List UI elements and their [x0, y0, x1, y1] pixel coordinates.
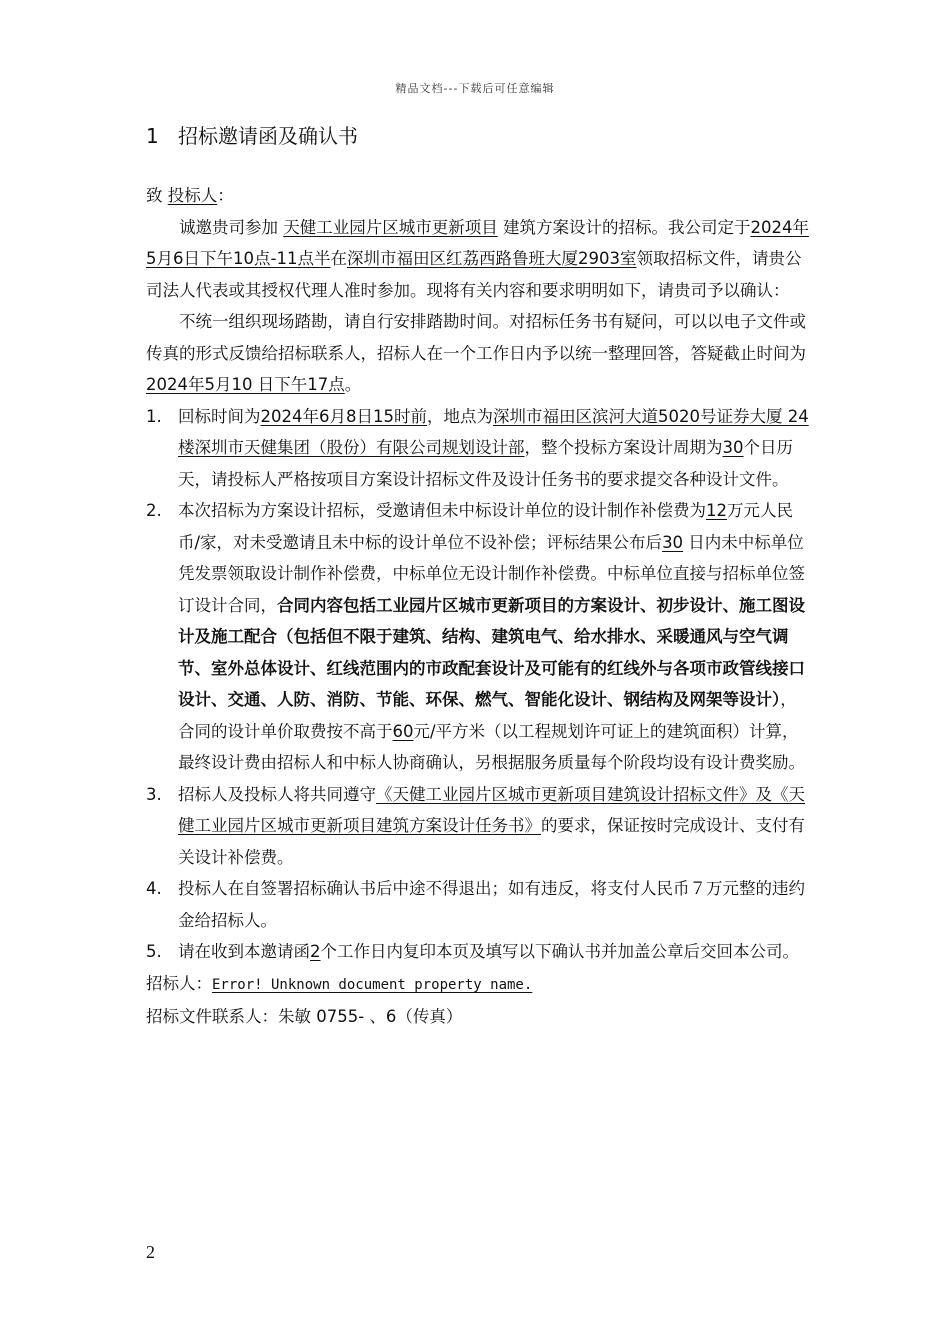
- list-item: [146, 873, 810, 936]
- salutation-recipient: 投标人: [167, 186, 218, 205]
- project-name: 天健工业园片区城市更新项目: [283, 217, 498, 237]
- list-item-text: 投标人在自签署招标确认书后中途不得退出；如有违反，将支付人民币７万元整的违约金给招标人。: [178, 879, 805, 930]
- list-item: [146, 936, 810, 968]
- list-item-text: 回标时间为: [178, 406, 261, 426]
- contact-line: 招标文件联系人：朱敏 0755- 、6（传真）: [146, 1007, 463, 1026]
- section-title: 招标邀请函及确认书: [178, 124, 358, 148]
- list-item-number: 1.: [146, 406, 162, 426]
- intro-text: 领取招标文件，请贵公司法人代表或其授权代理人准时参加。现将有关内容和要求明明如下，请贵司予以确认：: [146, 249, 802, 300]
- tenderer-line: [146, 968, 810, 1002]
- intro-paragraph: [146, 212, 810, 307]
- page-header: 精品文档---下载后可任意编辑: [395, 82, 555, 95]
- list-item: [146, 495, 810, 779]
- list-item-text: 的要求，保证按时完成设计、支付有关设计补偿费。: [178, 816, 805, 867]
- pickup-datetime: 2024年5月6日下午10点-11点半: [146, 217, 809, 268]
- qa-deadline: 2024年5月10 日下午17点: [146, 375, 345, 394]
- tenderer-label: 招标人：: [146, 973, 212, 993]
- list-item-text: 招标人及投标人将共同遵守: [178, 784, 376, 804]
- list-item-text: 日内未中标单位凭发票领取设计制作补偿费，中标单位无设计制作补偿费。中标单位直接与招标单位签订设计合同，: [178, 532, 805, 615]
- site-visit-text: 不统一组织现场踏勘，请自行安排踏勘时间。对招标任务书有疑问，可以以电子文件或传真的形式反馈给招标联系人，招标人在一个工作日内予以统一整理回答，答疑截止时间为: [146, 312, 806, 363]
- document-body: [146, 180, 810, 1033]
- site-visit-text: 。: [344, 375, 362, 394]
- list-item-number: 5.: [146, 942, 162, 961]
- tenderer-value: Error! Unknown document property name.: [212, 976, 533, 993]
- salutation-suffix: ：: [217, 186, 234, 205]
- confirmation-days: 2: [310, 942, 321, 961]
- compensation-days: 30: [662, 532, 684, 552]
- pickup-location: 深圳市福田区红荔西路鲁班大厦2903室: [346, 249, 637, 268]
- governing-documents: 《天健工业园片区城市更新项目建筑设计招标文件》及《天健工业园片区城市更新项目建筑方案设计任务书》: [178, 784, 805, 835]
- page-number: 2: [146, 1242, 155, 1262]
- list-item-text: ，地点为: [426, 406, 493, 426]
- list-item-text: ，整个投标方案设计周期为: [524, 438, 723, 457]
- list-item-text: 个日历天，请投标人严格按项目方案设计招标文件及设计任务书的要求提交各种设计文件。: [178, 438, 793, 489]
- list-item-text: 个工作日内复印本页及填写以下确认书并加盖公章后交回本公司。: [320, 942, 799, 961]
- contract-scope: 合同内容包括工业园片区城市更新项目的方案设计、初步设计、施工图设计及施工配合（包括但不限于建筑、结构、建筑电气、给水排水、采暖通风与空气调节、室外总体设计、红线范围内的市政配套设计及可能有的红线外与各项市政管线接口设计、交通、人防、消防、节能、环保、燃气、智能化设计、钢结构及网架等设计）: [178, 595, 805, 709]
- list-item-text: 元/平方米（以工程规划许可证上的建筑面积）计算，最终设计费由招标人和中标人协商确认，另根据服务质量每个阶段均设有设计费奖励。: [178, 721, 805, 772]
- salutation: [146, 180, 810, 212]
- unit-price: 60: [392, 721, 414, 741]
- return-time: 2024年6月8日15时前: [260, 406, 427, 426]
- site-visit-paragraph: [146, 306, 810, 401]
- list-item: [146, 779, 810, 874]
- section-number: 1: [146, 124, 159, 148]
- intro-text: 建筑方案设计的招标。我公司定于: [497, 217, 751, 237]
- list-item-number: 4.: [146, 879, 162, 898]
- intro-text: 诚邀贵司参加: [179, 217, 284, 237]
- section-heading: [146, 120, 358, 149]
- list-item: [146, 401, 810, 496]
- list-item-text: 万元人民币/家，对未受邀请且未中标的设计单位不设补偿；评标结果公布后: [178, 501, 793, 552]
- list-item-text: ，合同的设计单价取费按不高于: [178, 690, 797, 741]
- list-item-text: 请在收到本邀请函: [178, 942, 310, 961]
- list-item-number: 2.: [146, 501, 162, 520]
- compensation-amount: 12: [706, 501, 727, 520]
- requirements-list: [146, 401, 810, 968]
- list-item-text: 本次招标为方案设计招标，受邀请但未中标设计单位的设计制作补偿费为: [178, 501, 706, 520]
- design-period-days: 30: [722, 438, 744, 457]
- list-item-number: 3.: [146, 784, 162, 804]
- intro-text: 在: [330, 249, 347, 268]
- salutation-prefix: 致: [146, 186, 168, 205]
- return-location: 深圳市福田区滨河大道5020号证券大厦 24楼深圳市天健集团（股份）有限公司规划设计部: [178, 406, 809, 457]
